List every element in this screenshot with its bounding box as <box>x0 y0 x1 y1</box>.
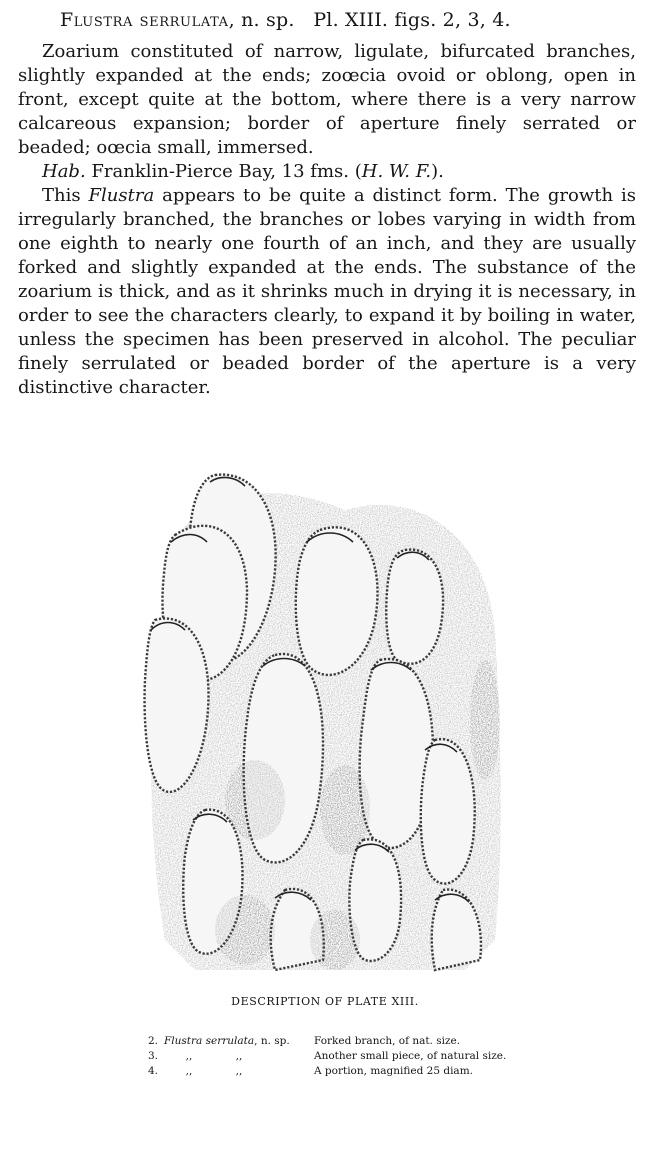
figure-species <box>164 1049 314 1064</box>
description-paragraph <box>18 184 636 400</box>
habitat-end: ). <box>431 161 444 182</box>
figure-description: Forked branch, of nat. size. <box>314 1035 461 1047</box>
genus-name: Flustra <box>88 185 155 206</box>
description-start: This <box>42 185 89 206</box>
figure-number: 3. <box>148 1050 159 1062</box>
figure-species-name: Flustra serrulata <box>164 1035 255 1047</box>
body-text <box>18 40 636 400</box>
plate-description-title: DESCRIPTION OF PLATE XIII. <box>231 995 419 1008</box>
plate-row <box>148 1064 568 1079</box>
species-suffix: , n. sp. <box>228 9 295 31</box>
habitat-place: Franklin-Pierce Bay, 13 fms. ( <box>85 161 362 182</box>
figure-species <box>164 1034 314 1049</box>
plate-figure-list <box>148 1034 568 1079</box>
plate-row <box>148 1034 568 1049</box>
habitat-label: Hab. <box>42 161 86 182</box>
plate-row <box>148 1049 568 1064</box>
description-rest: appears to be quite a distinct form. The growth is irregularly branched, the branches or lobes varying in width from one eighth to nearly one fourth of an inch, and they are usually forked and slightly expanded at the ends. The substance of the zoarium is thick, and as it shrinks much in drying it is necessary, in order to see the characters clearly, to expand it by boiling in water, unless the specimen has been preserved in alcohol. The peculiar finely serrulated or beaded border of the aperture is a very distinctive character. <box>18 185 636 398</box>
ditto-mark: ,, <box>235 1050 243 1062</box>
plate-reference: Pl. XIII. figs. 2, 3, 4. <box>313 9 511 31</box>
ditto-mark: ,, <box>235 1065 243 1077</box>
figure-number: 2. <box>148 1035 159 1047</box>
figure-number: 4. <box>148 1065 159 1077</box>
section-heading <box>60 9 630 31</box>
figure-species <box>164 1064 314 1079</box>
species-name: Flustra serrulata <box>60 9 229 31</box>
ditto-mark: ,, <box>185 1065 193 1077</box>
figure-species-suffix: , n. sp. <box>254 1035 290 1047</box>
zoarium-illustration <box>135 470 505 980</box>
ditto-mark: ,, <box>185 1050 193 1062</box>
figure-description: Another small piece, of natural size. <box>314 1050 507 1062</box>
diagnosis-paragraph: Zoarium constituted of narrow, ligulate, bifurcated branches, slightly expanded at the ends; zoœcia ovoid or oblong, open in front, except quite at the bottom, where there is a very narrow calcareous expansion; border of aperture finely serrated or beaded; oœcia small, immersed. <box>18 41 636 158</box>
habitat-collector: H. W. F. <box>361 161 432 182</box>
habitat-line <box>18 160 636 184</box>
zoarium-drawing <box>135 470 505 980</box>
figure-description: A portion, magnified 25 diam. <box>314 1065 473 1077</box>
